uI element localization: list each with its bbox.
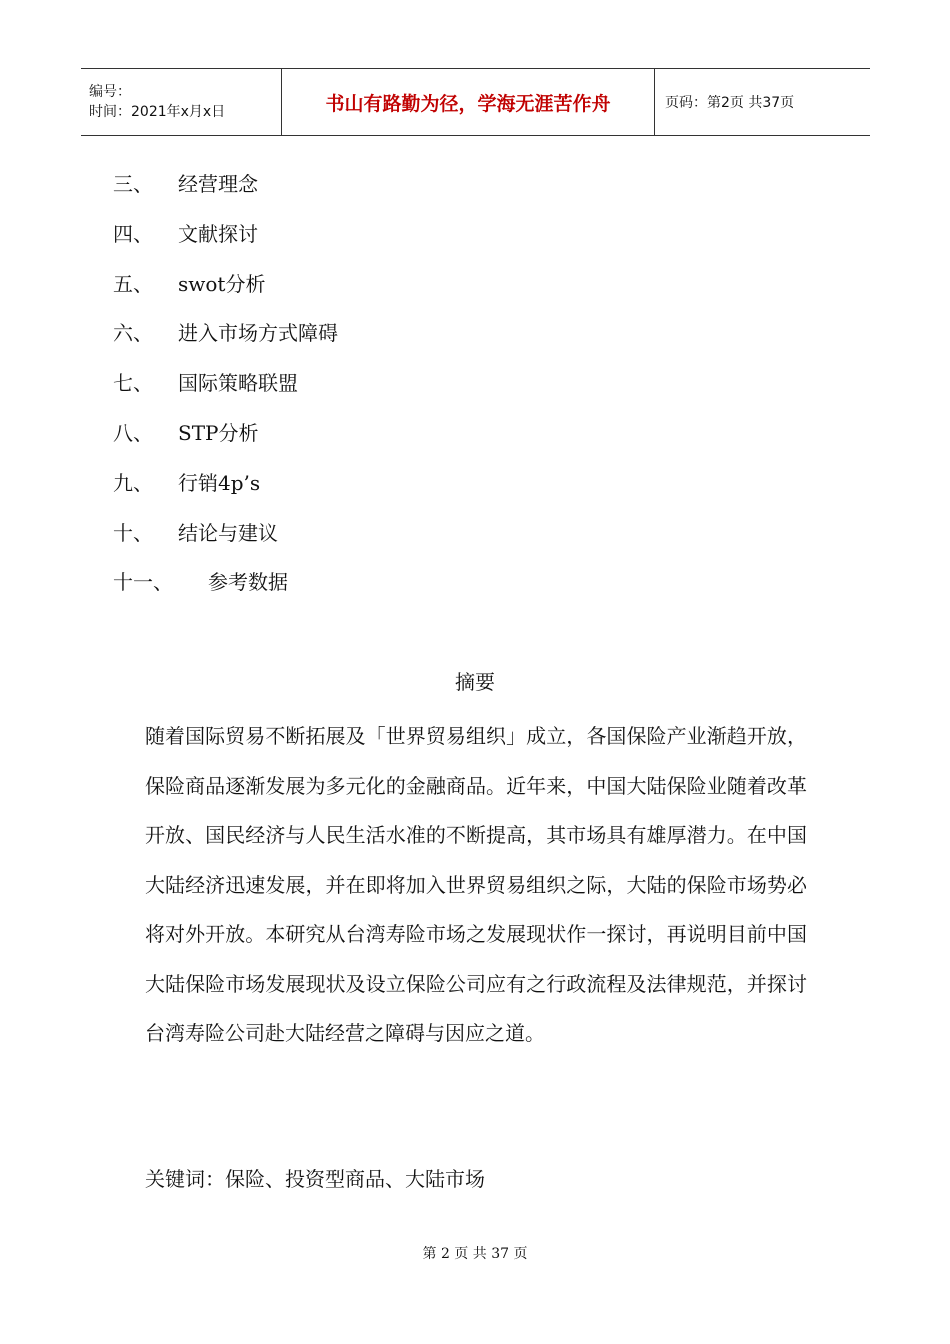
page-footer [0,1244,950,1264]
abstract-title: 摘要 [455,670,495,694]
toc-title: 结论与建议 [178,520,278,545]
toc-item [113,218,813,268]
toc-number: 七、 [113,371,153,396]
abstract-body: 随着国际贸易不断拓展及「世界贸易组织」成立，各国保险产业渐趋开放，保险商品逐渐发展为多元化的金融商品。近年来，中国大陆保险业随着改革开放、国民经济与人民生活水准的不断提高，其市场具有雄厚潜力。在中国大陆经济迅速发展，并在即将加入世界贸易组织之际，大陆的保险市场势必将对外开放。本研究从台湾寿险市场之发展现状作一探讨，再说明目前中国大陆保险市场发展现状及设立保险公司应有之行政流程及法律规范，并探讨台湾寿险公司赴大陆经营之障碍与因应之道。 [145,724,807,1045]
toc-title: 进入市场方式障碍 [178,321,338,346]
document-date: 时间：2021年x月x日 [89,104,226,120]
toc-number: 十一、 [113,570,173,595]
toc-title: 国际策略联盟 [178,371,298,396]
table-of-contents [113,168,813,616]
toc-item [113,467,813,517]
toc-number: 六、 [113,321,153,346]
toc-title: 经营理念 [178,172,258,196]
toc-item [113,168,813,218]
footer-page-number: 第 2 页 共 37 页 [422,1246,528,1262]
toc-title: STP分析 [178,420,259,445]
toc-title: swot分析 [178,271,266,296]
motto-text: 书山有路勤为径，学海无涯苦作舟 [325,92,611,115]
toc-number: 三、 [113,172,153,196]
page-info-text: 页码：第2页 共37页 [665,95,795,111]
header-motto [282,69,655,135]
header-page-info [655,69,870,135]
toc-item [113,317,813,367]
toc-number: 八、 [113,420,153,445]
toc-title: 文献探讨 [178,221,258,246]
toc-number: 四、 [113,221,153,246]
toc-title: 参考数据 [208,570,288,595]
toc-item [113,268,813,318]
page-header [81,68,870,136]
keywords-line: 关键词：保险、投资型商品、大陆市场 [145,1167,485,1191]
toc-item [113,417,813,467]
toc-item [113,517,813,567]
toc-number: 十、 [113,520,153,545]
toc-number: 五、 [113,271,153,296]
toc-item [113,367,813,417]
header-meta [81,69,282,135]
document-number-label: 编号： [89,84,131,100]
toc-item [113,566,813,616]
toc-title: 行销4p’s [178,470,261,495]
toc-number: 九、 [113,470,153,495]
